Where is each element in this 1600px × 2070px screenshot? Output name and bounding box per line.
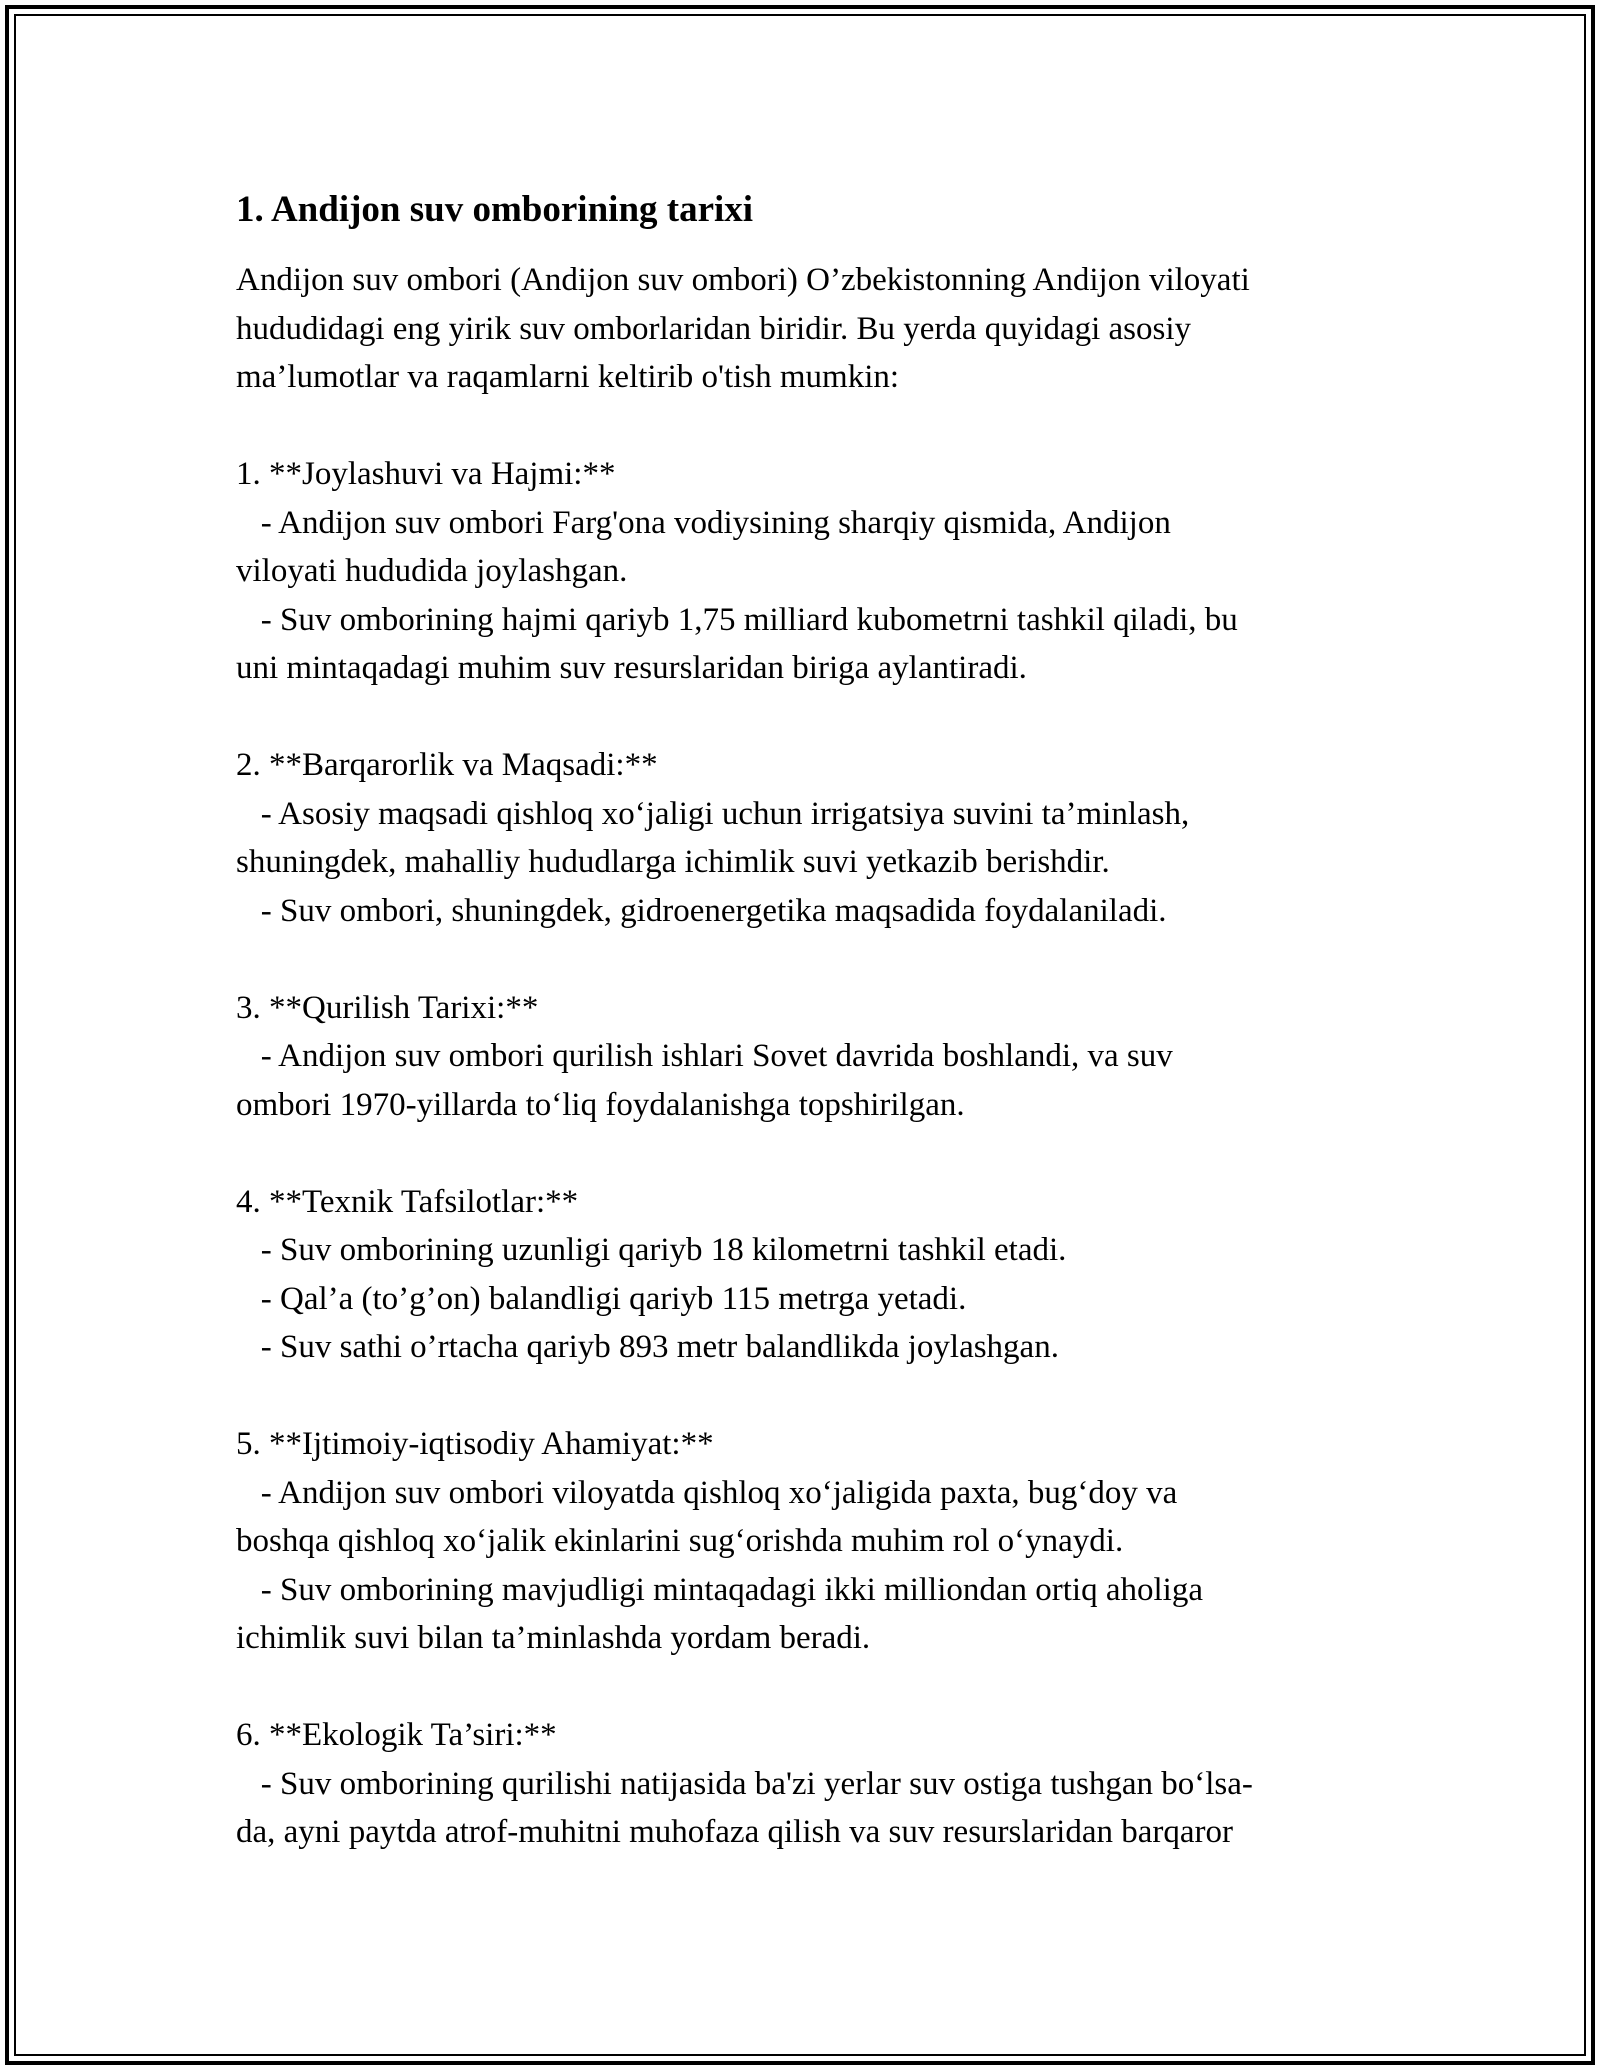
spacer-line (236, 402, 1416, 451)
section-purpose: 2. **Barqarorlik va Maqsadi:** - Asosiy maqsadi qishloq xo‘jaligi uchun irrigatsiya suvini ta’minlash, shuningdek, mahalliy hududlarga ichimlik suvi yetkazib berishdir. - Suv ombori, shuningdek, gidroenergetika maqsadida foydalaniladi. (236, 747, 1190, 929)
spacer-line (236, 1663, 1416, 1712)
section-socioeconomic: 5. **Ijtimoiy-iqtisodiy Ahamiyat:** - Andijon suv ombori viloyatda qishloq xo‘jaligida paxta, bug‘doy va boshqa qishloq xo‘jalik ekinlarini sug‘orishda muhim rol o‘ynaydi. - Suv omborining mavjudligi mintaqadagi ikki milliondan ortiq aholiga ichimlik suvi bilan ta’minlashda yordam beradi. (236, 1426, 1203, 1656)
intro-paragraph: Andijon suv ombori (Andijon suv ombori) O’zbekistonning Andijon viloyati hududidagi eng yirik suv omborlaridan biridir. Bu yerda quyidagi asosiy ma’lumotlar va raqamlarni keltirib o'tish mumkin: (236, 262, 1250, 395)
document-body (236, 186, 1416, 1857)
section-technical-details: 4. **Texnik Tafsilotlar:** - Suv omborining uzunligi qariyb 18 kilometrni tashkil etadi. - Qal’a (to’g’on) balandligi qariyb 115 metrga yetadi. - Suv sathi o’rtacha qariyb 893 metr balandlikda joylashgan. (236, 1183, 1067, 1365)
page-title: 1. Andijon suv omborining tarixi (236, 189, 754, 230)
section-construction-history: 3. **Qurilish Tarixi:** - Andijon suv ombori qurilish ishlari Sovet davrida boshlandi, va suv ombori 1970-yillarda to‘liq foydalanishga topshirilgan. (236, 989, 1173, 1123)
spacer-line (236, 1129, 1416, 1178)
spacer-line (236, 1372, 1416, 1421)
spacer-line (236, 693, 1416, 742)
spacer-line (236, 935, 1416, 984)
section-location-volume: 1. **Joylashuvi va Hajmi:** - Andijon suv ombori Farg'ona vodiysining sharqiy qismida, Andijon viloyati hududida joylashgan. - Suv omborining hajmi qariyb 1,75 milliard kubometrni tashkil qiladi, bu uni mintaqadagi muhim suv resurslaridan biriga aylantiradi. (236, 456, 1238, 686)
section-ecological: 6. **Ekologik Ta’siri:** - Suv omborining qurilishi natijasida ba'zi yerlar suv ostiga tushgan bo‘lsa- da, ayni paytda atrof-muhitni muhofaza qilish va suv resurslaridan barqaror (236, 1717, 1253, 1850)
